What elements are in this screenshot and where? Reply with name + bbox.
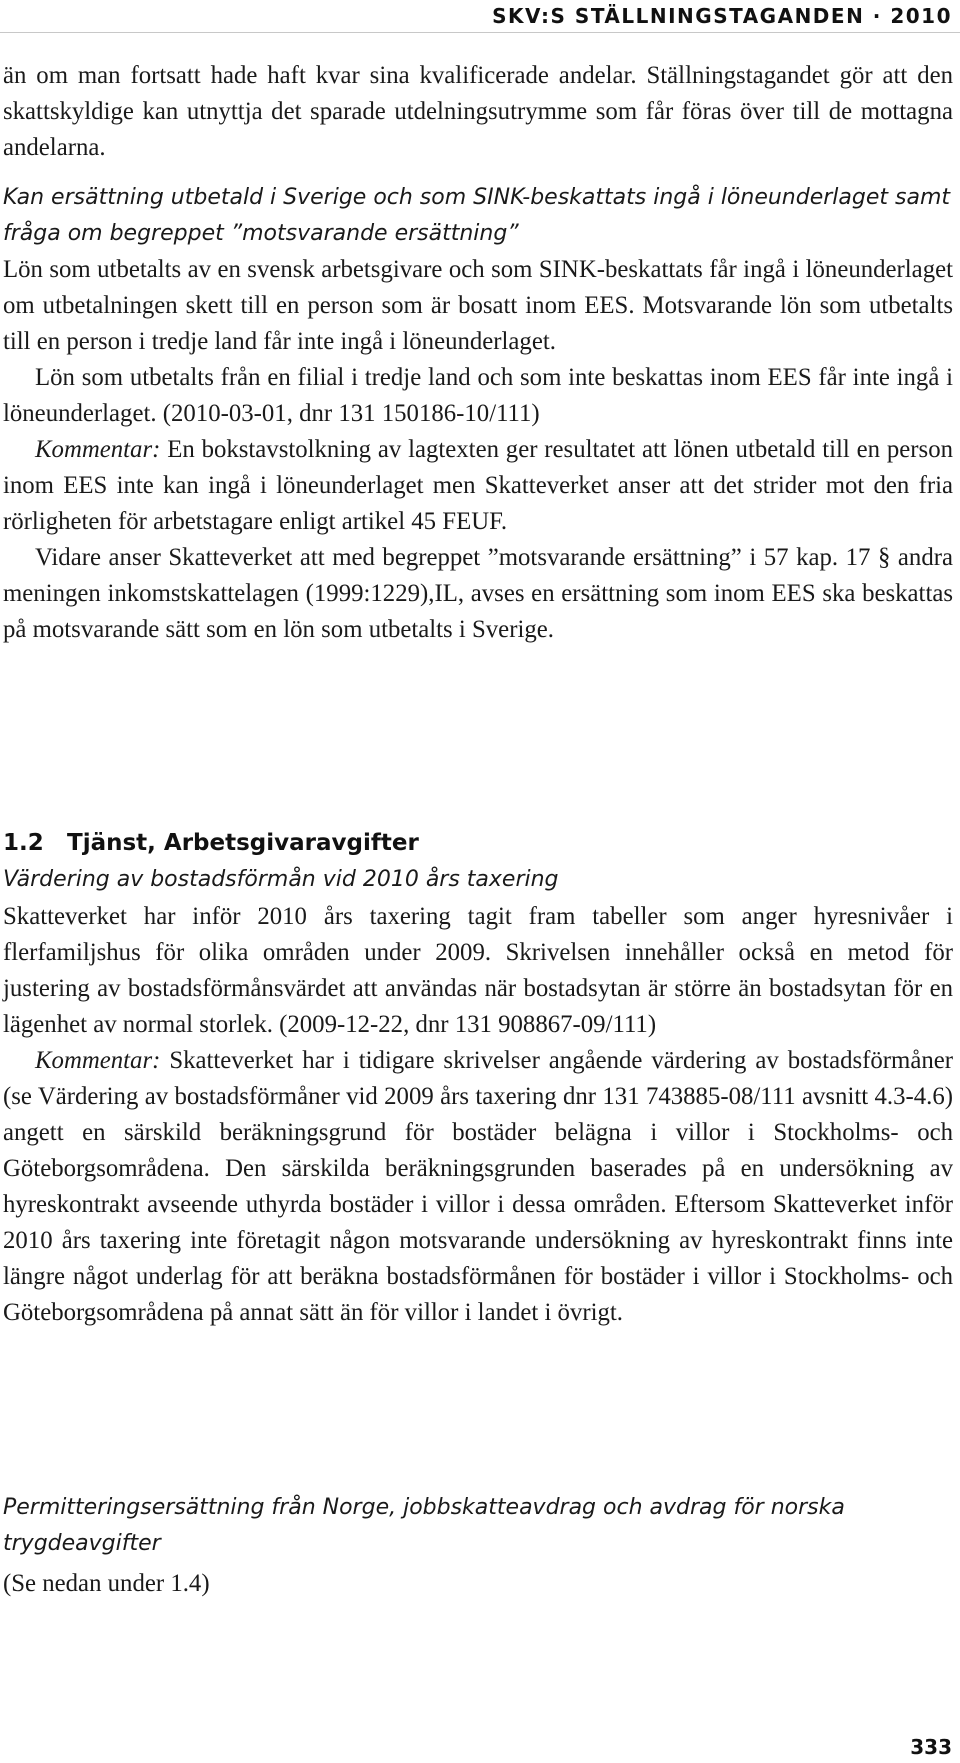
paragraph: (Se nedan under 1.4) [3, 1570, 210, 1597]
running-header: SKV:S STÄLLNINGSTAGANDEN · 2010 [492, 4, 952, 28]
bostadsforman-section-body [3, 899, 953, 1331]
subheading-permittering: Permitteringsersättning från Norge, jobbskatteavdrag och avdrag för norska trygdeavgifter [3, 1495, 845, 1556]
paragraph: Lön som utbetalts från en filial i tredje land och som inte beskattas inom EES får inte ingå i löneunderlaget. (2010-03-01, dnr 131 150186-10/111) [3, 364, 953, 427]
section-title: Tjänst, Arbetsgivaravgifter [67, 830, 419, 856]
sink-section-body [3, 252, 953, 648]
comment-label: Kommentar: [35, 436, 161, 463]
comment-paragraph [3, 1043, 953, 1331]
paragraph: Lön som utbetalts av en svensk arbetsgivare och som SINK-beskattats får ingå i löneunderlaget om utbetalningen skett till en person som är bosatt inom EES. Motsvarande lön som utbetalts till en person i tredje land får inte ingå i löneunderlaget. [3, 256, 953, 355]
subheading-sink: Kan ersättning utbetald i Sverige och som SINK-beskattats ingå i löneunderlaget samt fråga om begreppet ”motsvarande ersättning” [3, 185, 951, 246]
permittering-section-body [3, 1566, 953, 1602]
header-divider [0, 32, 960, 33]
comment-text: En bokstavstolkning av lagtexten ger resultatet att lönen utbetald till en person inom EES inte kan ingå i löneunderlaget men Skatteverket anser att det strider mot den fria rörligheten för arbetstagare enligt artikel 45 FEUF. [3, 436, 953, 535]
comment-paragraph [3, 432, 953, 540]
comment-label: Kommentar: [35, 1047, 161, 1074]
paragraph: än om man fortsatt hade haft kvar sina kvalificerade andelar. Ställningstagandet gör att den skattskyldige kan utnyttja det sparade utdelningsutrymme som får föras över till de mottagna andelarna. [3, 62, 953, 161]
subheading-bostadsforman: Värdering av bostadsförmån vid 2010 års taxering [3, 867, 559, 892]
paragraph: Skatteverket har inför 2010 års taxering tagit fram tabeller som anger hyresnivåer i flerfamiljshus för olika områden under 2009. Skrivelsen innehåller också en metod för justering av bostadsförmånsvärdet att användas när bostadsytan är större än bostadsytan för en lägenhet av normal storlek. (2009-12-22, dnr 131 908867-09/111) [3, 903, 953, 1038]
comment-text: Skatteverket har i tidigare skrivelser angående värdering av bostadsförmåner (se Värdering av bostadsförmåner vid 2009 års taxering dnr 131 743885-08/111 avsnitt 4.3-4.6) angett en särskild beräkningsgrund för bostäder belägna i villor i Stockholms- och Göteborgsområdena. Den särskilda beräkningsgrunden baserades på en undersökning av hyreskontrakt avseende uthyrda bostäder i villor i dessa områden. Eftersom Skatteverket inför 2010 års taxering inte företagit någon motsvarande undersökning av hyreskontrakt finns inte längre något underlag för att beräkna bostadsförmånen för bostäder i villor i Stockholms- och Göteborgsområdena på annat sätt än för villor i landet i övrigt. [3, 1047, 953, 1326]
page-number: 333 [910, 1735, 952, 1759]
continued-paragraph [3, 58, 953, 166]
section-heading [3, 825, 419, 861]
section-number: 1.2 [3, 830, 44, 856]
paragraph: Vidare anser Skatteverket att med begreppet ”motsvarande ersättning” i 57 kap. 17 § andra meningen inkomstskattelagen (1999:1229),IL, avses en ersättning som inom EES ska beskattas på motsvarande sätt som en lön som utbetalts i Sverige. [3, 544, 953, 643]
